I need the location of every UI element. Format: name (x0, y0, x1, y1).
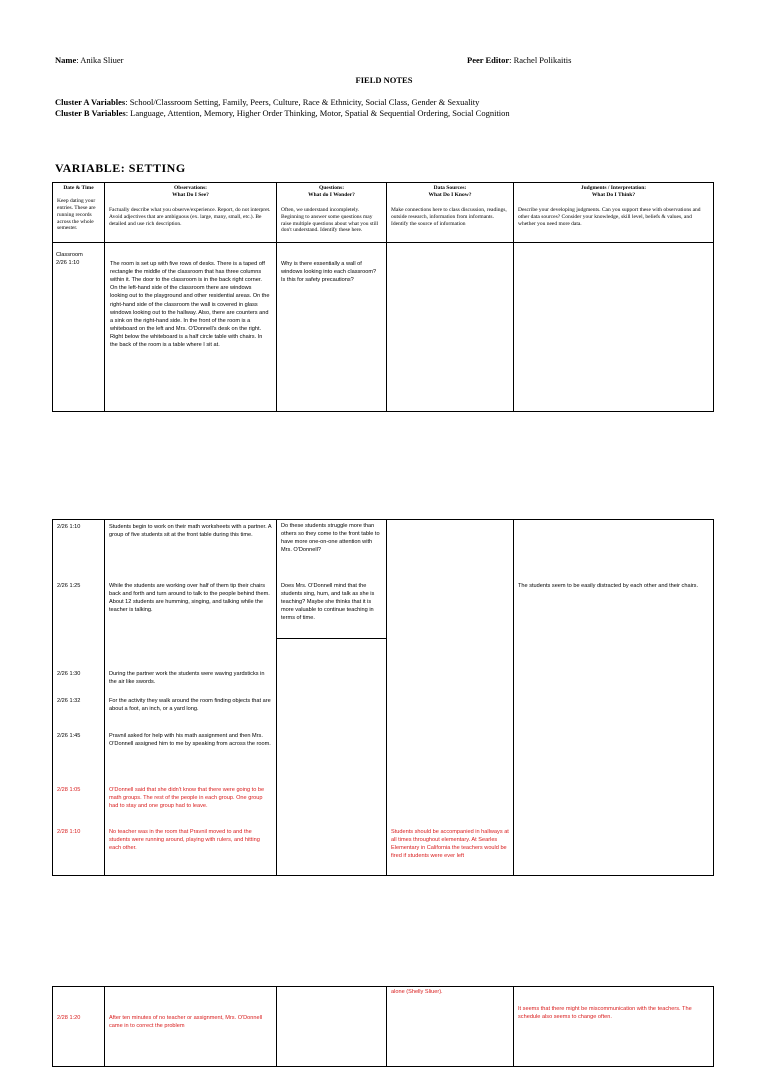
col-description: Factually describe what you observe/experience. Report, do not interpret. Avoid adjectives that are ambiguous (ex. large, many, small, etc.). Be detailed and use rich description. (109, 206, 271, 227)
table-header-row (53, 183, 714, 243)
date-location: Classroom (56, 252, 83, 258)
col-subtitle: What Do I See? (172, 191, 209, 198)
observation-cell (105, 243, 277, 412)
observation-text: During the partner work the students were waving yardsticks in the air like swords. (109, 671, 265, 686)
cluster-a (55, 97, 479, 107)
field-notes-table-3 (52, 986, 714, 1067)
question-text: Why is there essentially a wall of windows looking into each classroom? Is this for safety precautions? (281, 261, 377, 284)
observation-text: After ten minutes of no teacher or assignment, Mrs. O'Donnell came in to correct the problem (109, 1015, 263, 1030)
col-header-data-sources (387, 183, 514, 243)
entry-date: 2/26 1:32 (57, 698, 81, 704)
col-description: Often, we understand incompletely. Beginning to answer some questions may raise multiple questions about what you still don't understand. Identify these here. (281, 206, 379, 234)
col-description: Keep dating your entries. These are running records across the whole semester. (57, 197, 96, 232)
question-text: Does Mrs. O'Donnell mind that the students sing, hum, and talk as she is teaching? Maybe she thinks that it is more valuable to continue teaching in terms of time. (281, 583, 375, 622)
cluster-a-label: Cluster A Variables (55, 97, 126, 107)
field-notes-table-1 (52, 182, 714, 412)
data-source-text: alone (Shelly Sliuer). (391, 989, 443, 995)
observation-text: Pravnil asked for help with his math assignment and then Mrs. O'Donnell assigned him to me by speaking from across the room. (109, 733, 271, 748)
date-column (53, 520, 105, 876)
data-sources-column (387, 520, 514, 876)
col-header-questions (277, 183, 387, 243)
judgments-cell (514, 243, 714, 412)
date-cell (53, 987, 105, 1067)
col-title: Data Sources: (433, 185, 467, 191)
col-header-judgments (514, 183, 714, 243)
col-header-date (53, 183, 105, 243)
peer-editor (467, 55, 571, 65)
entry-date: 2/28 1:20 (57, 1015, 81, 1021)
col-description: Describe your developing judgments. Can you support these with observations and other data sources? Consider your knowledge, skill level, beliefs & values, and whether you need more data. (518, 206, 701, 227)
name-value: : Anika Sliuer (76, 55, 124, 65)
peer-editor-value: : Rachel Polikaitis (509, 55, 572, 65)
judgments-column (514, 520, 714, 876)
question-column (277, 520, 387, 876)
peer-editor-label: Peer Editor (467, 55, 510, 65)
col-subtitle: What do I Wonder? (308, 191, 355, 198)
entry-date: 2/28 1:10 (57, 829, 81, 835)
data-sources-cell (387, 243, 514, 412)
entry-date: 2/26 1:10 (57, 524, 81, 530)
col-title: Judgments / Interpretation: (580, 185, 647, 191)
col-title: Date & Time (63, 185, 94, 191)
observation-text: No teacher was in the room that Pravnil moved to and the students were running around, playing with rulers, and hitting each other. (109, 829, 260, 852)
observation-column (105, 520, 277, 876)
name-label: Name (55, 55, 77, 65)
data-source-text: Students should be accompanied in hallways at all times throughout elementary. At Searles Elementary in California the teachers would be fired if students were ever left (391, 829, 509, 860)
observation-text: The room is set up with five rows of desks. There is a taped off rectangle the middle of the classroom that has three columns within it. The door to the classroom is in the back right corner. On the left-hand side of the classroom there are windows looking out to the playground and other residential areas. On the right-hand side of the classroom the wall is covered in glass windows looking out to the hallway. Also, there are counters and a sink on the right-hand side. In the front of the room is a whiteboard on the left and Mrs. O'Donnell's desk on the right. Right below the whiteboard is a half circle table with chairs. In the back of the room is a table where I sit at. (110, 261, 270, 349)
observation-text: O'Donnell said that she didn't know that there were going to be math groups. The rest of the people in each group. One group had to stay and one group had to leave. (109, 787, 265, 810)
judgment-text: The students seem to be easily distracted by each other and their chairs. (518, 583, 699, 589)
entry-date: 2/26 1:45 (57, 733, 81, 739)
observation-text: While the students are working over half of them tip their chairs back and forth and turn around to talk to the people behind them. About 12 students are humming, singing, and talking while the teacher is talking. (109, 583, 270, 614)
entry-date: 2/28 1:05 (57, 787, 81, 793)
cluster-a-text: : School/Classroom Setting, Family, Peers, Culture, Race & Ethnicity, Social Class, Gender & Sexuality (125, 97, 480, 107)
judgment-text: It seems that there might be miscommunication with the teachers. The schedule also seems to change often. (518, 1006, 692, 1021)
col-header-observations (105, 183, 277, 243)
col-title: Questions: (318, 185, 345, 191)
date-cell (53, 243, 105, 412)
question-cell (277, 987, 387, 1067)
cluster-b-text: : Language, Attention, Memory, Higher Order Thinking, Motor, Spatial & Sequential Ordering, Social Cognition (125, 108, 510, 118)
col-description: Make connections here to class discussion, readings, outside research, information from informants. Identify the source of information (391, 206, 507, 227)
entry-date: 2/26 1:30 (57, 671, 81, 677)
field-notes-table-2 (52, 519, 714, 876)
student-name (55, 55, 123, 65)
table-row (53, 987, 714, 1067)
table-row (53, 243, 714, 412)
judgments-cell (514, 987, 714, 1067)
question-text: Do these students struggle more than others so they come to the front table to have more one-on-one attention with Mrs. O'Donnell? (281, 523, 380, 554)
cluster-b-label: Cluster B Variables (55, 108, 126, 118)
page-title: FIELD NOTES (355, 75, 413, 85)
col-subtitle: What Do I Know? (428, 191, 472, 198)
cell-divider (277, 638, 386, 639)
question-cell (277, 243, 387, 412)
observation-text: For the activity they walk around the room finding objects that are about a foot, an inch, or a yard long. (109, 698, 271, 713)
observation-cell (105, 987, 277, 1067)
col-subtitle: What Do I Think? (591, 191, 636, 198)
cluster-b (55, 108, 510, 118)
data-sources-cell (387, 987, 514, 1067)
entry-date: 2/26 1:25 (57, 583, 81, 589)
observation-text: Students begin to work on their math worksheets with a partner. A group of five students sit at the front table during this time. (109, 524, 272, 539)
col-title: Observations: (174, 185, 207, 191)
table-row (53, 520, 714, 876)
date-time: 2/26 1:10 (56, 260, 80, 267)
variable-heading: VARIABLE: SETTING (55, 161, 186, 175)
